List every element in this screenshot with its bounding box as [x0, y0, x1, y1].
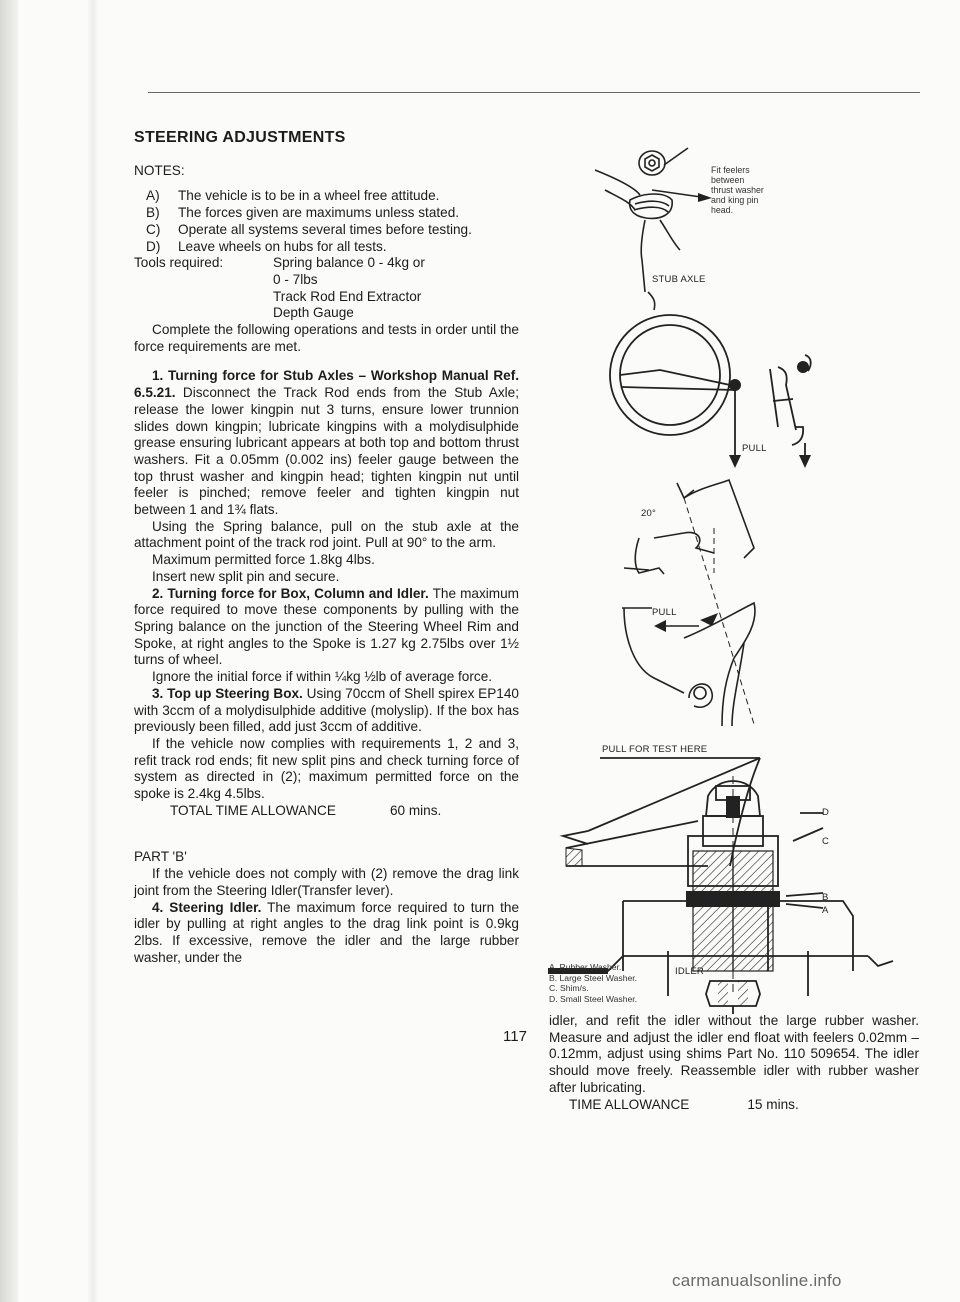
tool-item: Depth Gauge [273, 305, 354, 321]
note-item [146, 239, 519, 256]
tool-item: Track Rod End Extractor [273, 288, 422, 304]
section-4-paragraph [134, 900, 519, 967]
page-number: 117 [503, 1028, 527, 1045]
section-2-body: The maximum force required to move these components by pulling with the Spring balance on the junction of the Steering Wheel Rim and Spoke, at right angles to the Spoke is 1.27 kg 2.75lbs over 1½ turns of wheel. [134, 585, 520, 668]
note-key: A) [146, 188, 160, 204]
part-b-heading: PART 'B' [134, 849, 187, 865]
section-4-body: The maximum force required to turn the idler by pulling at right angles to the drag link point is 0.9kg 2lbs. If excessive, remove the idler and the large rubber washer, under the [134, 899, 520, 965]
letter-b: B [822, 892, 829, 903]
notes-heading: NOTES: [134, 162, 185, 178]
section-2-paragraph [134, 586, 519, 670]
right-column-text [549, 1013, 919, 1113]
tool-item: Spring balance 0 - 4kg or [273, 255, 425, 271]
section-2-p2: Ignore the initial force if within ¼kg ½lb of average force. [152, 669, 493, 685]
note-item [146, 188, 519, 205]
total-time-allowance [170, 803, 519, 820]
letter-a: A [822, 905, 829, 916]
section-1-p2: Using the Spring balance, pull on the stub axle at the attachment point of the track rod joint. Pull at 90° to the arm. [134, 518, 519, 551]
stub-axle-pull-diagram [614, 478, 774, 728]
section-4-heading: 4. Steering Idler. [152, 899, 262, 915]
tool-item: 0 - 7lbs [273, 271, 318, 287]
section-1-body: Disconnect the Track Rod ends from the Stub Axle; release the lower kingpin nut 3 turns, ensure lower trunnion slides down kingpin; lubricate kingpins with a molydisulphide grease ensuring lubricant appears at both top and bottom thrust washers. Fit a 0.05mm (0.002 ins) feeler gauge between the top thrust washer and kingpin head; tighten kingpin nut until feeler is pinched; remove feeler and tighten kingpin nut between 1 and 1¾ flats. [134, 385, 519, 518]
section-3-p2: If the vehicle now complies with requirements 1, 2 and 3, refit track rod ends; fit new split pins and check turning force of system as directed in (2); maximum permitted force on the spoke is 2.4kg 4.5lbs. [134, 735, 519, 802]
note-text: The forces given are maximums unless stated. [178, 205, 460, 221]
idler-label: IDLER [675, 966, 704, 977]
scan-edge [0, 0, 18, 1302]
total-value: 60 mins. [389, 802, 442, 818]
note-key: D) [146, 238, 161, 254]
feeler-caption: Fit feelers between thrust washer and king pin head. [711, 165, 764, 215]
section-1-paragraph [134, 368, 519, 518]
section-3-body: Using 70ccm of Shell spirex EP140 with 3ccm of a molydisulphide additive (molyslip). If the box has previously been filled, add just 3ccm of additive. [134, 685, 519, 735]
note-key: C) [146, 221, 161, 237]
section-1-p3: Maximum permitted force 1.8kg 4lbs. [152, 552, 375, 568]
time-value: 15 mins. [747, 1096, 799, 1112]
note-item [146, 205, 519, 222]
note-text: The vehicle is to be in a wheel free attitude. [178, 188, 440, 204]
section-1-p4: Insert new split pin and secure. [152, 568, 340, 584]
steering-wheel-pull-diagram [600, 315, 820, 465]
stub-axle-label: STUB AXLE [652, 274, 706, 285]
idler-time-allowance [569, 1097, 919, 1114]
page-title: STEERING ADJUSTMENTS [134, 129, 346, 146]
watermark: carmanualsonline.info [672, 1271, 842, 1290]
tools-label: Tools required: [134, 255, 224, 271]
tools-list [134, 255, 519, 322]
scan-band [88, 0, 98, 1302]
time-label: TIME ALLOWANCE [569, 1096, 690, 1112]
section-3-heading: 3. Top up Steering Box. [152, 685, 303, 701]
total-label: TOTAL TIME ALLOWANCE [170, 802, 336, 818]
section-1-heading: 1. Turning force for Stub Axles – Workshop Manual Ref. 6.5.21. [134, 368, 519, 401]
note-item [146, 222, 519, 239]
letter-d: D [822, 807, 830, 818]
letter-c: C [822, 836, 830, 847]
complete-paragraph: Complete the following operations and tests in order until the force requirements are met. [134, 322, 519, 354]
note-text: Operate all systems several times before testing. [178, 221, 472, 237]
angle-label: 20° [641, 508, 656, 519]
left-column [134, 130, 519, 966]
pull-label: PULL [742, 443, 767, 454]
pull-label-2: PULL [652, 607, 677, 618]
section-3-paragraph [134, 686, 519, 736]
note-text: Leave wheels on hubs for all tests. [178, 238, 387, 254]
note-key: B) [146, 205, 160, 221]
idler-legend: A. Rubber Washer. B. Large Steel Washer. C. Shim/s. D. Small Steel Washer. [549, 962, 638, 1004]
section-4-continued: idler, and refit the idler without the large rubber washer. Measure and adjust the idler end float with feelers 0.02mm – 0.12mm, adjust using shims Part No. 110 509654. The idler should move freely. Reassemble idler with rubber washer after lubricating. [549, 1013, 919, 1095]
header-rule [148, 92, 920, 93]
pull-for-test-label: PULL FOR TEST HERE [602, 744, 708, 755]
part-b-paragraph: If the vehicle does not comply with (2) remove the drag link joint from the Steering Idler(Transfer lever). [134, 866, 519, 898]
section-2-heading: 2. Turning force for Box, Column and Idler. [152, 585, 429, 601]
